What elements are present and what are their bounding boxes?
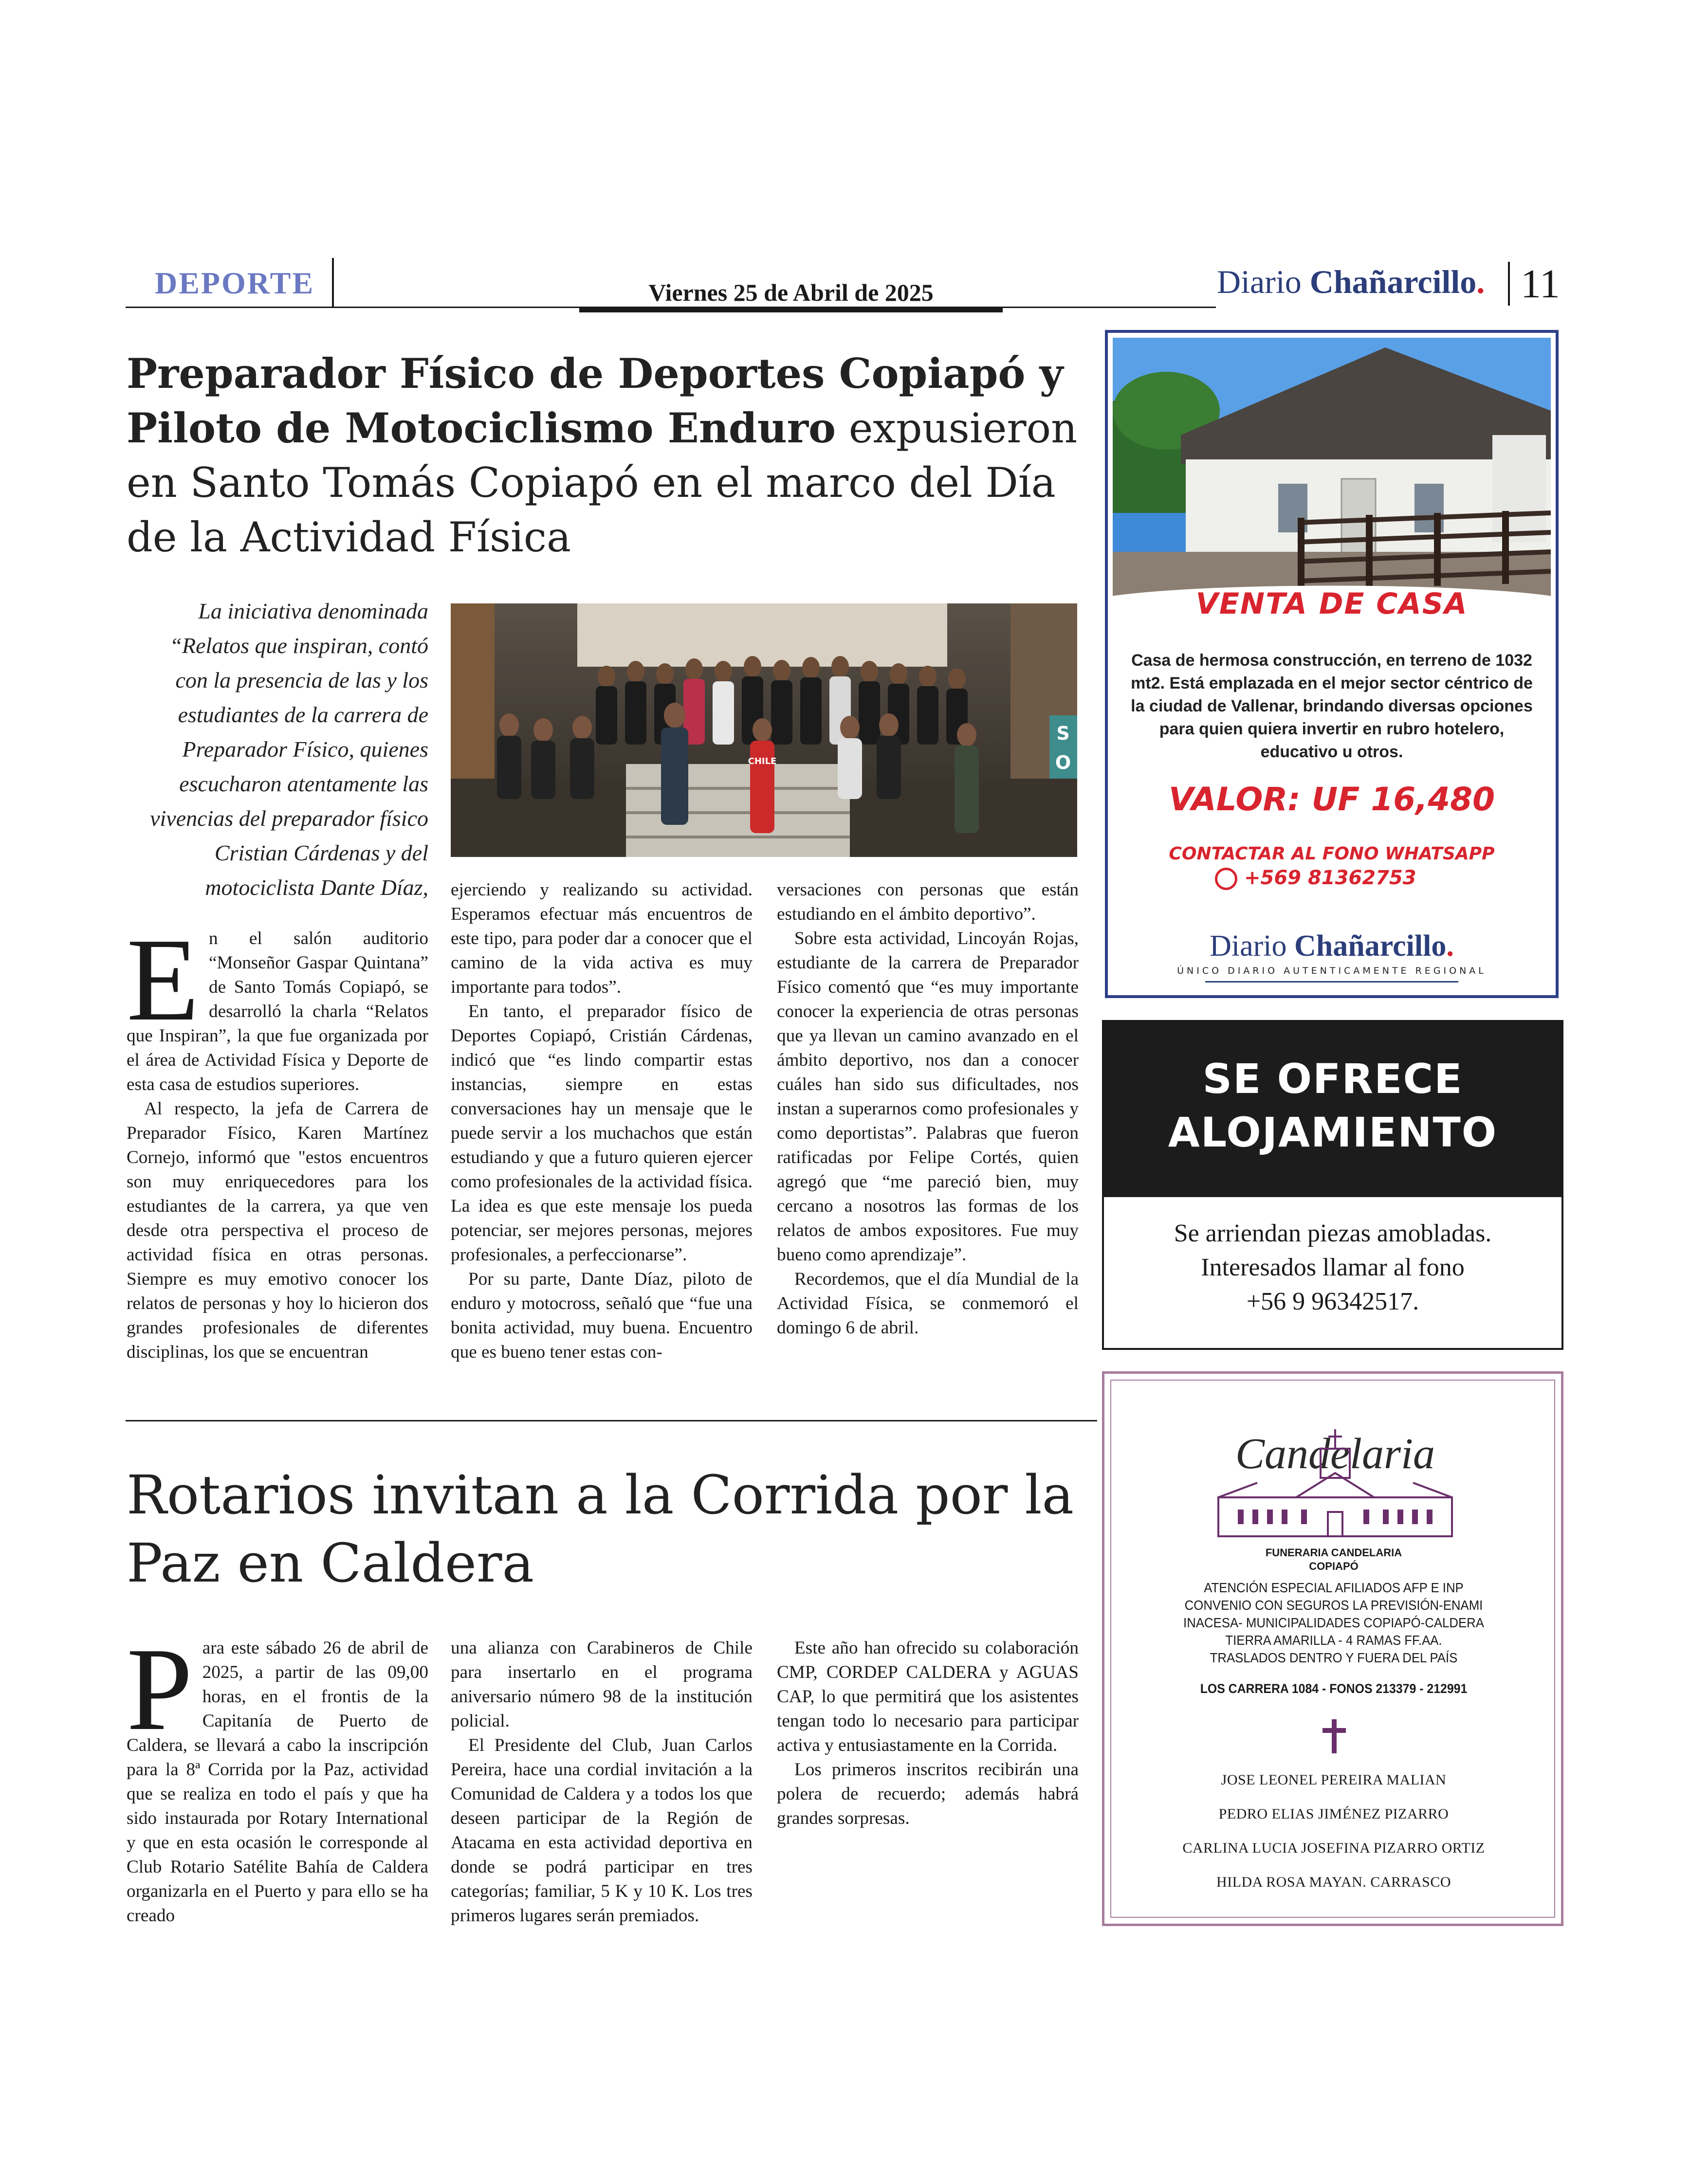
article2-col2-p1: una alianza con Carabineros de Chile para insertarlo en el programa aniversario número 98 de la institución policial. [451, 1638, 753, 1731]
page-number: 11 [1521, 261, 1560, 307]
funeral-home-city: COPIAPÓ [1309, 1560, 1359, 1572]
ad-brand-dot: . [1446, 929, 1454, 963]
cross-icon [1315, 1716, 1354, 1755]
funeral-notice [1102, 1371, 1563, 1926]
lodging-ad [1102, 1020, 1563, 1350]
article1-headline-rest: expusieron en Santo Tomás Copiapó en el marco del Día de la Actividad Física [127, 404, 1078, 561]
article1-col3-p2: Sobre esta actividad, Lincoyán Rojas, estudiante de la carrera de Preparador Físico comentó que “es muy importante conocer la experiencia de otras personas que ya llevan un camino avanzado en el ámbito deportivo, nos dan a conocer cuáles han sido sus dificultades, nos instan a superarnos como profesionales y como deportistas”. Palabras que fueron ratificadas por Felipe Cortés, quien agregó que “me pareció bien, muy cercano a nosotros las formas de los relatos de ambos expositores. Fue muy bueno como aprendizaje”. [777, 928, 1079, 1265]
group-photo-illustration [451, 603, 1077, 857]
deceased-name: JOSE LEONEL PEREIRA MALIAN [1221, 1772, 1447, 1788]
header-divider [332, 258, 334, 308]
deceased-names [1111, 1763, 1556, 1899]
brand-light: Diario [1217, 263, 1302, 300]
issue-date: Viernes 25 de Abril de 2025 [648, 279, 934, 306]
house-sale-ad [1105, 330, 1559, 998]
article1-column-3 [777, 878, 1079, 1340]
article1-col2-p3: Por su parte, Dante Díaz, piloto de enduro y motocross, señaló que “fue una bonita actividad, muy buena. Encuentro que es bueno tener estas con- [451, 1269, 753, 1362]
house-illustration [1113, 338, 1551, 615]
ad-brand-underline [1205, 981, 1458, 983]
deceased-name: HILDA ROSA MAYAN. CARRASCO [1216, 1874, 1451, 1890]
article2-column-1 [127, 1623, 428, 1928]
article2-col3-p2: Los primeros inscritos recibirán una polera de recuerdo; además habrá grandes sorpresas. [777, 1760, 1079, 1828]
article2-col3-p1: Este año han ofrecido su colaboración CMP, CORDEP CALDERA y AGUAS CAP, lo que permitirá que los asistentes tengan todo lo necesario para participar activa y entusiastamente en la Corrida. [777, 1638, 1079, 1755]
funeral-home-name-line: FUNERARIA CANDELARIA [1265, 1547, 1402, 1559]
funeral-home-logo [1199, 1415, 1471, 1541]
article1-col3-p1: versaciones con personas que están estudiando en el ámbito deportivo”. [777, 880, 1079, 924]
ad-brand-light: Diario [1210, 929, 1287, 963]
lodging-ad-body [1104, 1217, 1561, 1319]
article2-column-2 [451, 1636, 753, 1928]
banner-letter-o: O [1055, 752, 1071, 773]
article1-col1-p2: Al respecto, la jefa de Carrera de Preparador Físico, Karen Martínez Cornejo, informó que "estos encuentros son muy enriquecedores para los estudiantes de la carrera, ya que ven desde otra perspectiva el proceso de actividad física en otras personas. Siempre es muy emotivo conocer los relatos de personas y hoy lo hicieron dos grandes profesionales de diferentes disciplinas, los que se encuentran [127, 1099, 428, 1362]
banner-letter-s: S [1056, 723, 1070, 744]
page-number-divider [1508, 262, 1510, 306]
logo-script: Candelaria [1235, 1430, 1435, 1478]
funeral-notice-inner-frame [1110, 1380, 1555, 1918]
sale-banner-title: VENTA DE CASA [1195, 587, 1468, 621]
lodging-body-line1: Se arriendan piezas amobladas. [1174, 1219, 1492, 1247]
lodging-ad-title [1104, 1052, 1561, 1159]
house-price: VALOR: UF 16,480 [1168, 781, 1495, 818]
article1-headline [127, 346, 1100, 564]
article-divider [126, 1420, 1097, 1421]
brand-dot: . [1476, 263, 1485, 300]
article2-col1-p1: ara este sábado 26 de abril de 2025, a partir de las 09,00 horas, en el frontis de la Capitanía de Puerto de Caldera, se llevará a cabo la inscripción para la 8ª Corrida por la Paz, actividad que se realiza en todo el país y que ha sido instaurada por Rotary International y que en esta ocasión le corresponde al Club Rotario Satélite Bahía de Caldera organizarla en el Puerto y para ello se ha creado [127, 1638, 428, 1926]
article1-dropcap: E [127, 914, 200, 1045]
lodging-title-line1: SE OFRECE [1202, 1055, 1463, 1103]
section-label: DEPORTE [155, 266, 315, 300]
deceased-name: PEDRO ELIAS JIMÉNEZ PIZARRO [1218, 1806, 1449, 1822]
funeral-home-name [1111, 1546, 1556, 1573]
article2-column-3 [777, 1636, 1079, 1831]
article1-column-2 [451, 878, 753, 1365]
service-line: CONVENIO CON SEGUROS LA PREVISIÓN-ENAMI [1184, 1598, 1483, 1613]
ad-brand-tagline: ÚNICO DIARIO AUTENTICAMENTE REGIONAL [1177, 965, 1487, 976]
article1-col2-p1: ejerciendo y realizando su actividad. Esperamos efectuar más encuentros de este tipo, para poder dar a conocer que el camino de la vida activa es muy importante para todos”. [451, 880, 753, 997]
article1-col2-p2: En tanto, el preparador físico de Deportes Copiapó, Cristián Cárdenas, indicó que “es lindo compartir estas instancias, siempre en estas conversaciones hay un mensaje que le puede servir a los muchachos que están estudiando y que a futuro quieren ejercer como profesionales de la actividad física. La idea es que este mensaje los pueda potenciar, ser mejores personas, mejores profesionales, a perfeccionarse”. [451, 1001, 753, 1265]
funeral-home-address: LOS CARRERA 1084 - FONOS 213379 - 212991 [1200, 1681, 1468, 1696]
article1-lead: La iniciativa denominada “Relatos que inspiran, contó con la presencia de las y los estudiantes de la carrera de Preparador Físico, quienes escucharon atentamente las vivencias del preparador físico Cristian Cárdenas y del motociclista Dante Díaz, [150, 599, 428, 900]
header-rule [126, 307, 1216, 308]
article1-column-1 [127, 914, 428, 1365]
house-photo [1113, 338, 1551, 615]
service-line: TRASLADOS DENTRO Y FUERA DEL PAÍS [1210, 1650, 1458, 1665]
service-line: ATENCIÓN ESPECIAL AFILIADOS AFP E INP [1204, 1580, 1464, 1595]
article1-headline-bold: Preparador Físico de Deportes Copiapó y Piloto de Motociclismo Enduro [127, 349, 1064, 452]
article2-headline: Rotarios invitan a la Corrida por la Paz en Caldera [127, 1464, 1074, 1594]
article1-group-photo [451, 603, 1077, 857]
article2-col2-p2: El Presidente del Club, Juan Carlos Pereira, hace una cordial invitación a la Comunidad de Caldera y a todos los que deseen participar de la Región de Atacama en esta actividad deportiva en donde se podrá participar en tres categorías; familiar, 5 K y 10 K. Los tres primeros lugares serán premiados. [451, 1735, 753, 1926]
ad-brand [1108, 929, 1556, 964]
funeral-home-services [1129, 1579, 1539, 1667]
contact-label: CONTACTAR AL FONO WHATSAPP [1169, 844, 1495, 864]
house-description: Casa de hermosa construcción, en terreno de 1032 mt2. Está emplazada en el mejor sector céntrico de la ciudad de Vallenar, brindando diversas opciones para quien quiera invertir en rubro hotelero, educativo u otros. [1131, 651, 1533, 761]
lodging-body-line2: Interesados llamar al fono [1201, 1254, 1465, 1281]
article2-dropcap: P [127, 1623, 193, 1755]
whatsapp-icon [1215, 868, 1237, 890]
brand-bold: Chañarcillo [1309, 263, 1477, 300]
service-line: TIERRA AMARILLA - 4 RAMAS FF.AA. [1225, 1633, 1442, 1648]
service-line: INACESA- MUNICIPALIDADES COPIAPÓ-CALDERA [1183, 1615, 1484, 1630]
contact-phone[interactable] [1215, 867, 1468, 890]
contact-phone-number: +569 81362753 [1244, 867, 1416, 889]
article1-col3-p3: Recordemos, que el día Mundial de la Actividad Física, se conmemoró el domingo 6 de abril. [777, 1269, 1079, 1338]
ad-brand-bold: Chañarcillo [1294, 929, 1447, 963]
deceased-name: CARLINA LUCIA JOSEFINA PIZARRO ORTIZ [1182, 1840, 1485, 1856]
newspaper-brand [1217, 263, 1485, 301]
lodging-body-line3: +56 9 96342517. [1246, 1288, 1419, 1315]
article1-col1-p1: n el salón auditorio “Monseñor Gaspar Quintana” de Santo Tomás Copiapó, se desarrolló la charla “Relatos que Inspiran”, la que fue organizada por el área de Actividad Física y Deporte de esta casa de estudios superiores. [127, 928, 428, 1094]
shirt-text: CHILE [748, 756, 777, 766]
lodging-title-line2: ALOJAMIENTO [1168, 1109, 1498, 1156]
